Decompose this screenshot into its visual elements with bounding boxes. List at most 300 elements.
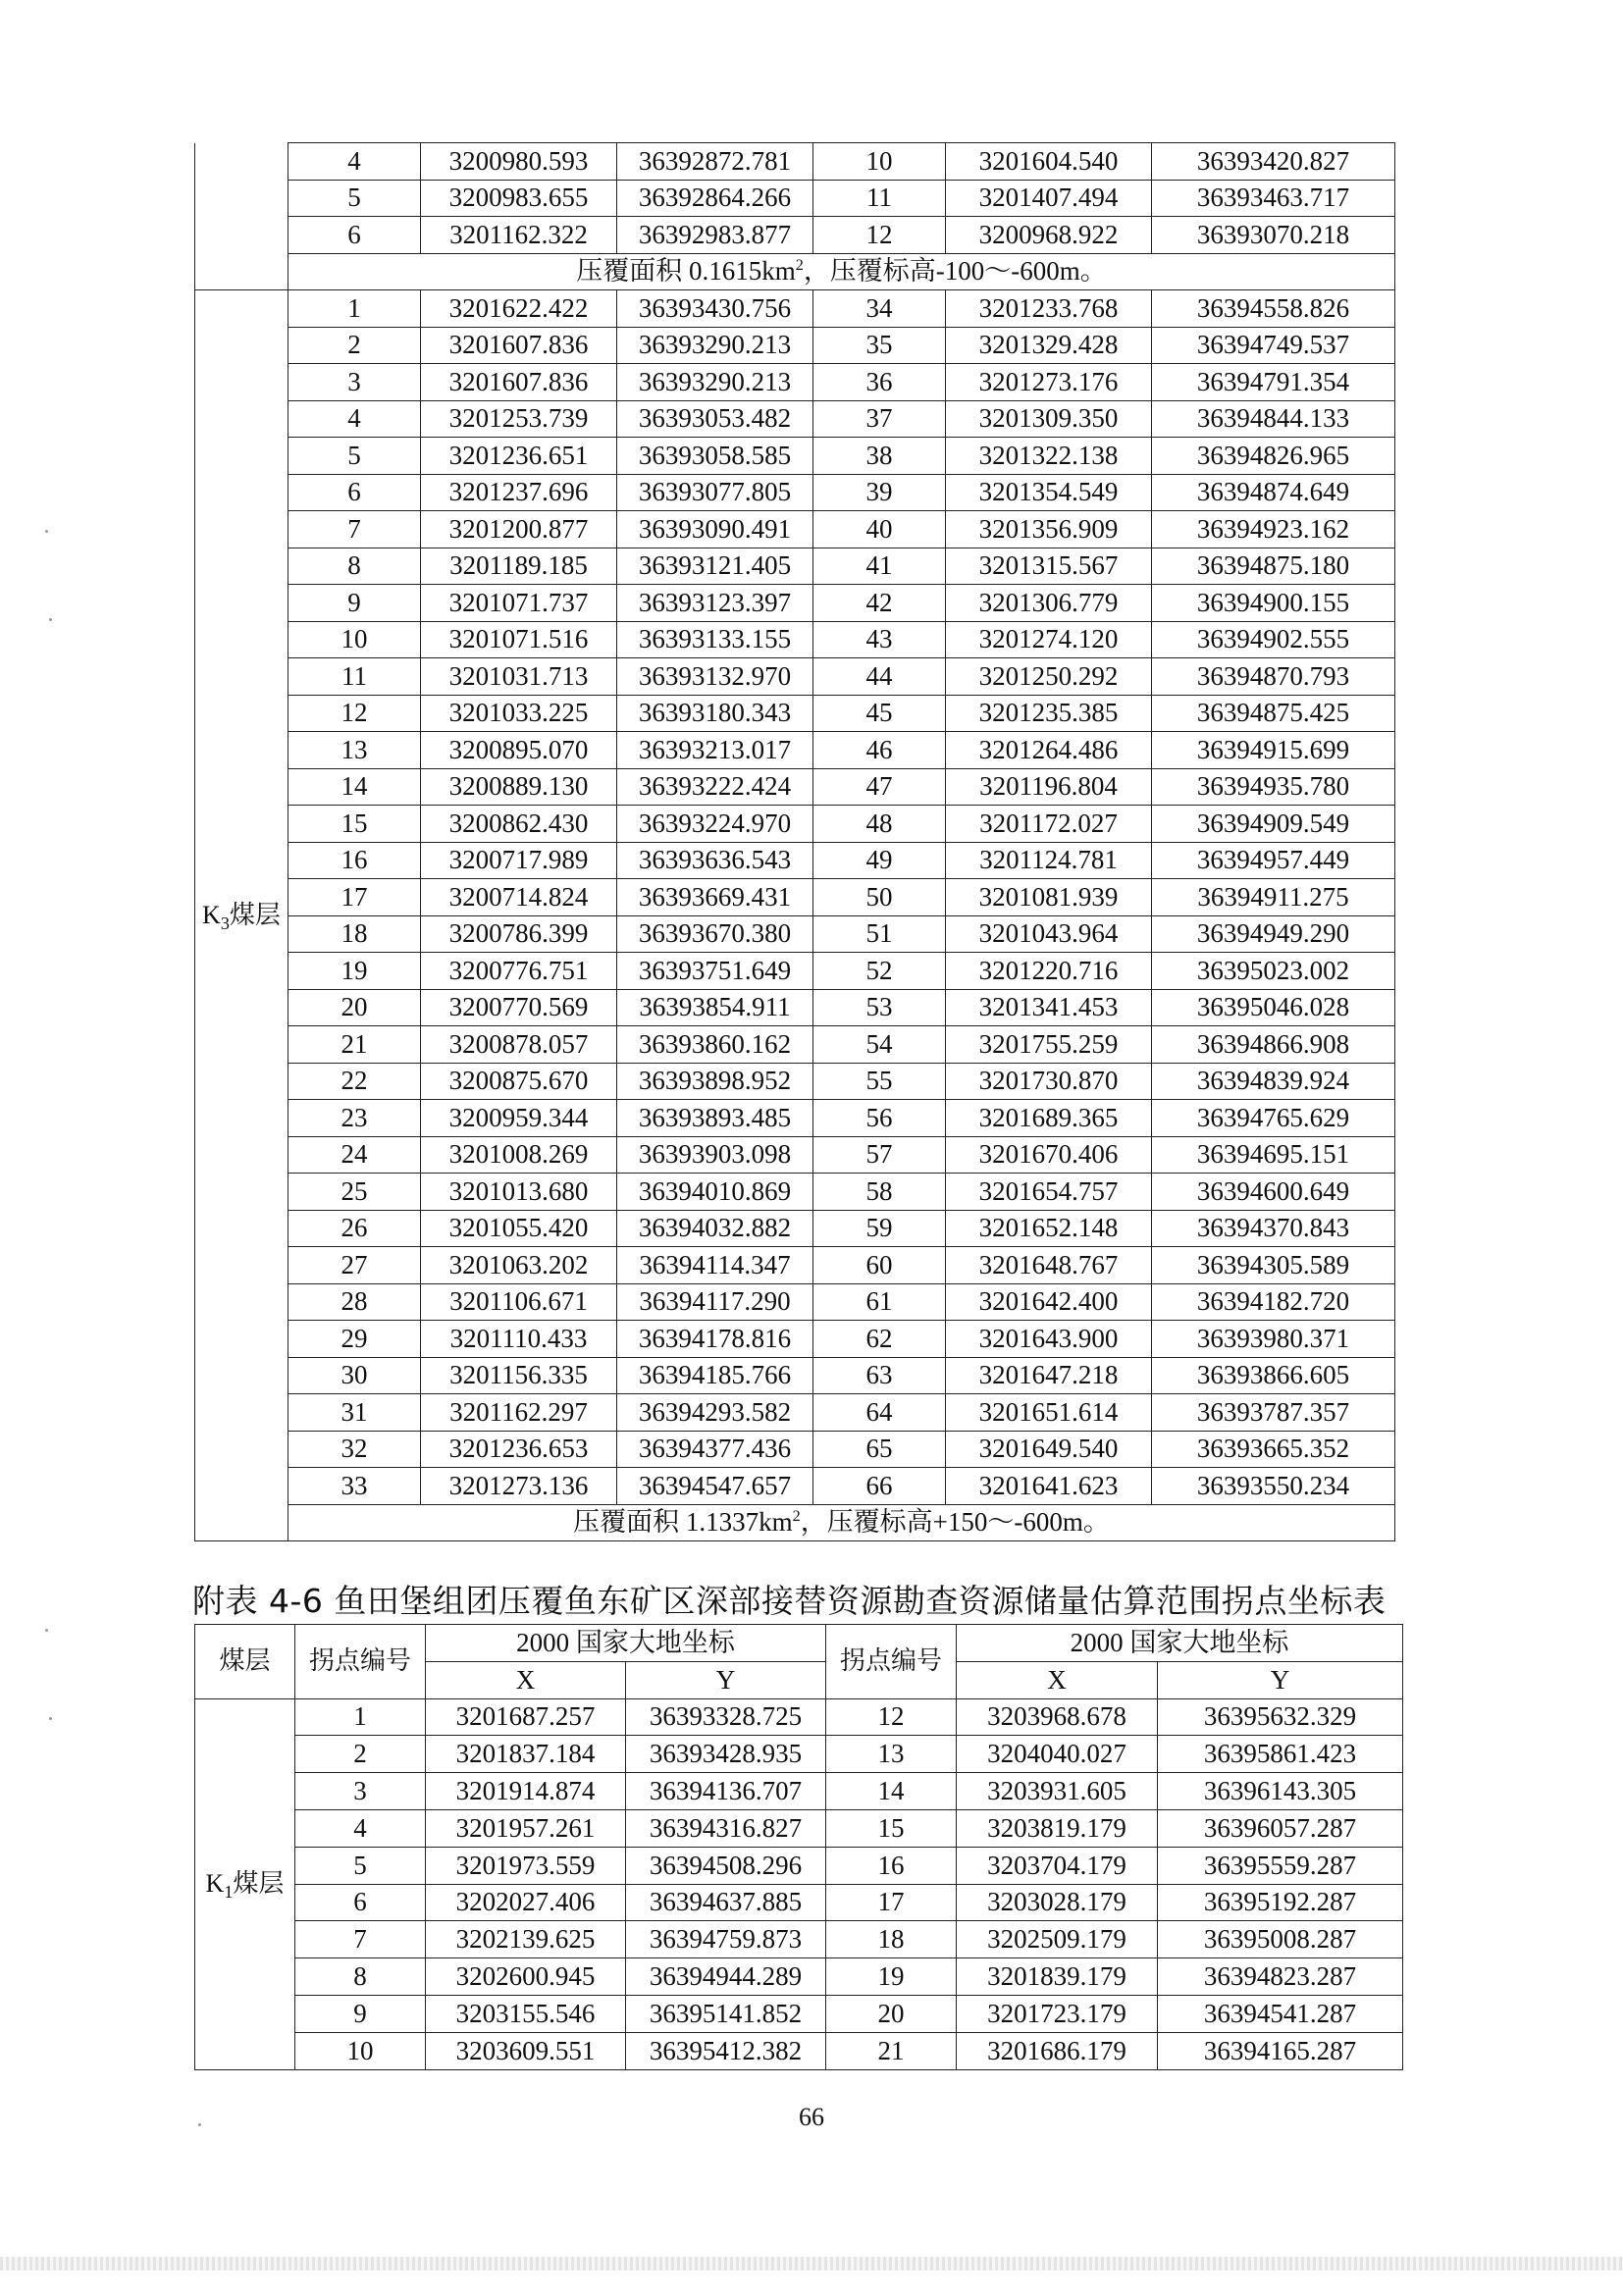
table-caption: 附表 4-6 鱼田堡组团压覆鱼东矿区深部接替资源勘查资源储量估算范围拐点坐标表 <box>192 1582 1387 1620</box>
table-row <box>195 180 1395 217</box>
x-left: 3201236.653 <box>421 1431 617 1468</box>
table-row <box>195 621 1395 658</box>
x-left: 3201200.877 <box>421 511 617 548</box>
x-left: 3201162.322 <box>421 217 617 254</box>
y-right: 36394949.290 <box>1152 915 1395 953</box>
y-right: 36394900.155 <box>1152 585 1395 622</box>
y-left: 36392872.781 <box>617 143 813 181</box>
x-right: 3201689.365 <box>946 1100 1152 1137</box>
x-right: 3201233.768 <box>946 290 1152 328</box>
point-no-right: 34 <box>813 290 946 328</box>
y-left: 36392983.877 <box>617 217 813 254</box>
x-right: 3203968.678 <box>957 1698 1158 1736</box>
point-no-left: 5 <box>288 180 421 217</box>
point-no-left: 30 <box>288 1357 421 1394</box>
point-no-left: 14 <box>288 768 421 806</box>
point-no-right: 53 <box>813 989 946 1026</box>
y-right: 36394915.699 <box>1152 732 1395 769</box>
point-no-left: 7 <box>295 1921 426 1958</box>
scan-speck <box>45 1629 48 1632</box>
y-left: 36394136.707 <box>626 1773 826 1810</box>
point-no-left: 33 <box>288 1468 421 1505</box>
scan-edge-artifact <box>0 2257 1623 2270</box>
x-right: 3201220.716 <box>946 953 1152 990</box>
x-left: 3202139.625 <box>426 1921 626 1958</box>
table-row <box>195 915 1395 953</box>
seam-cell-continued <box>195 143 288 290</box>
x-left: 3200770.569 <box>421 989 617 1026</box>
x-right: 3201315.567 <box>946 548 1152 585</box>
y-right: 36393550.234 <box>1152 1468 1395 1505</box>
x-right: 3201670.406 <box>946 1136 1152 1174</box>
x-right: 3201354.549 <box>946 474 1152 511</box>
y-right: 36393787.357 <box>1152 1394 1395 1432</box>
x-right: 3201730.870 <box>946 1063 1152 1100</box>
x-left: 3203155.546 <box>426 1995 626 2032</box>
y-right: 36396143.305 <box>1158 1773 1403 1810</box>
y-right: 36395008.287 <box>1158 1921 1403 1958</box>
point-no-right: 65 <box>813 1431 946 1468</box>
point-no-right: 62 <box>813 1321 946 1358</box>
table-row <box>195 548 1395 585</box>
point-no-right: 50 <box>813 879 946 916</box>
x-left: 3201031.713 <box>421 658 617 696</box>
table-row <box>195 1026 1395 1064</box>
point-no-left: 15 <box>288 806 421 843</box>
y-right: 36394182.720 <box>1152 1283 1395 1321</box>
point-no-right: 35 <box>813 327 946 364</box>
point-no-left: 17 <box>288 879 421 916</box>
y-right: 36393980.371 <box>1152 1321 1395 1358</box>
y-right: 36394165.287 <box>1158 2032 1403 2069</box>
x-right: 3201309.350 <box>946 400 1152 438</box>
x-left: 3201110.433 <box>421 1321 617 1358</box>
table-row <box>195 1283 1395 1321</box>
y-right: 36394370.843 <box>1152 1210 1395 1247</box>
x-left: 3201071.737 <box>421 585 617 622</box>
y-right: 36394902.555 <box>1152 621 1395 658</box>
point-no-left: 29 <box>288 1321 421 1358</box>
y-right: 36394600.649 <box>1152 1174 1395 1211</box>
point-no-right: 41 <box>813 548 946 585</box>
x-left: 3200786.399 <box>421 915 617 953</box>
table-row <box>195 768 1395 806</box>
point-no-right: 54 <box>813 1026 946 1064</box>
y-right: 36393420.827 <box>1152 143 1395 181</box>
point-no-right: 12 <box>813 217 946 254</box>
coordinates-table-k3 <box>194 142 1395 1541</box>
x-left: 3201055.420 <box>421 1210 617 1247</box>
point-no-left: 1 <box>288 290 421 328</box>
x-right: 3201641.623 <box>946 1468 1152 1505</box>
y-left: 36393180.343 <box>617 695 813 732</box>
y-left: 36394010.869 <box>617 1174 813 1211</box>
table-row <box>195 585 1395 622</box>
point-no-right: 12 <box>826 1698 957 1736</box>
point-no-left: 28 <box>288 1283 421 1321</box>
y-left: 36395412.382 <box>626 2032 826 2069</box>
y-right: 36394826.965 <box>1152 438 1395 475</box>
point-no-right: 39 <box>813 474 946 511</box>
x-left: 3201957.261 <box>426 1809 626 1847</box>
x-right: 3202509.179 <box>957 1921 1158 1958</box>
header-coord-group-left: 2000 国家大地坐标 <box>426 1625 826 1662</box>
point-no-left: 22 <box>288 1063 421 1100</box>
table-row <box>195 879 1395 916</box>
point-no-left: 1 <box>295 1698 426 1736</box>
x-left: 3201273.136 <box>421 1468 617 1505</box>
y-right: 36394874.649 <box>1152 474 1395 511</box>
table-row <box>195 695 1395 732</box>
point-no-right: 48 <box>813 806 946 843</box>
y-left: 36393669.431 <box>617 879 813 916</box>
y-right: 36395632.329 <box>1158 1698 1403 1736</box>
point-no-right: 46 <box>813 732 946 769</box>
x-right: 3201081.939 <box>946 879 1152 916</box>
y-left: 36393860.162 <box>617 1026 813 1064</box>
table-row <box>195 1136 1395 1174</box>
point-no-left: 21 <box>288 1026 421 1064</box>
y-left: 36394547.657 <box>617 1468 813 1505</box>
x-left: 3201106.671 <box>421 1283 617 1321</box>
y-right: 36394791.354 <box>1152 364 1395 401</box>
point-no-left: 31 <box>288 1394 421 1432</box>
y-left: 36393213.017 <box>617 732 813 769</box>
table-row <box>195 1921 1403 1958</box>
y-left: 36393898.952 <box>617 1063 813 1100</box>
table-row-note <box>195 1504 1395 1541</box>
header-y-right: Y <box>1158 1661 1403 1698</box>
y-left: 36393328.725 <box>626 1698 826 1736</box>
y-left: 36393636.543 <box>617 842 813 879</box>
x-left: 3200959.344 <box>421 1100 617 1137</box>
point-no-left: 10 <box>295 2032 426 2069</box>
y-right: 36394935.780 <box>1152 768 1395 806</box>
table-row <box>195 1431 1395 1468</box>
table-row <box>195 1958 1403 1996</box>
x-right: 3203704.179 <box>957 1847 1158 1884</box>
point-no-right: 57 <box>813 1136 946 1174</box>
seam-label-k1: $K_1$煤层 <box>195 1698 295 2069</box>
table-row <box>195 1468 1395 1505</box>
y-right: 36394875.180 <box>1152 548 1395 585</box>
x-left: 3201237.696 <box>421 474 617 511</box>
point-no-left: 25 <box>288 1174 421 1211</box>
y-right: 36394923.162 <box>1152 511 1395 548</box>
point-no-right: 61 <box>813 1283 946 1321</box>
x-left: 3200875.670 <box>421 1063 617 1100</box>
point-no-left: 4 <box>295 1809 426 1847</box>
x-right: 3201235.385 <box>946 695 1152 732</box>
x-left: 3200980.593 <box>421 143 617 181</box>
table-row <box>195 658 1395 696</box>
y-left: 36393058.585 <box>617 438 813 475</box>
point-no-right: 56 <box>813 1100 946 1137</box>
point-no-right: 44 <box>813 658 946 696</box>
y-right: 36395861.423 <box>1158 1736 1403 1773</box>
y-right: 36394695.151 <box>1152 1136 1395 1174</box>
x-left: 3200878.057 <box>421 1026 617 1064</box>
x-left: 3201063.202 <box>421 1247 617 1284</box>
y-left: 36394293.582 <box>617 1394 813 1432</box>
point-no-right: 58 <box>813 1174 946 1211</box>
y-left: 36394944.289 <box>626 1958 826 1996</box>
table-row <box>195 842 1395 879</box>
y-left: 36392864.266 <box>617 180 813 217</box>
point-no-left: 18 <box>288 915 421 953</box>
point-no-right: 15 <box>826 1809 957 1847</box>
y-left: 36393290.213 <box>617 327 813 364</box>
x-left: 3201013.680 <box>421 1174 617 1211</box>
scan-speck <box>49 618 52 621</box>
point-no-left: 32 <box>288 1431 421 1468</box>
table-row <box>195 1698 1403 1736</box>
x-left: 3201236.651 <box>421 438 617 475</box>
header-x-right: X <box>957 1661 1158 1698</box>
y-right: 36394909.549 <box>1152 806 1395 843</box>
point-no-left: 16 <box>288 842 421 879</box>
point-no-right: 16 <box>826 1847 957 1884</box>
point-no-right: 19 <box>826 1958 957 1996</box>
x-right: 3201755.259 <box>946 1026 1152 1064</box>
y-right: 36394749.537 <box>1152 327 1395 364</box>
y-left: 36393132.970 <box>617 658 813 696</box>
x-left: 3201687.257 <box>426 1698 626 1736</box>
table-row <box>195 989 1395 1026</box>
y-right: 36394765.629 <box>1152 1100 1395 1137</box>
point-no-right: 17 <box>826 1884 957 1921</box>
point-no-right: 13 <box>826 1736 957 1773</box>
y-left: 36393121.405 <box>617 548 813 585</box>
y-right: 36395559.287 <box>1158 1847 1403 1884</box>
x-right: 3201341.453 <box>946 989 1152 1026</box>
y-right: 36393070.218 <box>1152 217 1395 254</box>
y-left: 36393123.397 <box>617 585 813 622</box>
y-left: 36393222.424 <box>617 768 813 806</box>
x-right: 3201306.779 <box>946 585 1152 622</box>
header-coord-group-right: 2000 国家大地坐标 <box>957 1625 1403 1662</box>
x-left: 3201008.269 <box>421 1136 617 1174</box>
point-no-right: 66 <box>813 1468 946 1505</box>
y-left: 36393428.935 <box>626 1736 826 1773</box>
point-no-left: 7 <box>288 511 421 548</box>
point-no-right: 40 <box>813 511 946 548</box>
table-row <box>195 1100 1395 1137</box>
y-right: 36395046.028 <box>1152 989 1395 1026</box>
y-right: 36394911.275 <box>1152 879 1395 916</box>
point-no-right: 21 <box>826 2032 957 2069</box>
x-left: 3200983.655 <box>421 180 617 217</box>
point-no-right: 60 <box>813 1247 946 1284</box>
point-no-right: 18 <box>826 1921 957 1958</box>
x-left: 3201033.225 <box>421 695 617 732</box>
point-no-right: 45 <box>813 695 946 732</box>
x-left: 3201837.184 <box>426 1736 626 1773</box>
point-no-left: 6 <box>295 1884 426 1921</box>
table-row <box>195 953 1395 990</box>
table-row <box>195 1174 1395 1211</box>
point-no-left: 10 <box>288 621 421 658</box>
x-right: 3201329.428 <box>946 327 1152 364</box>
point-no-left: 2 <box>295 1736 426 1773</box>
y-left: 36393903.098 <box>617 1136 813 1174</box>
y-right: 36393463.717 <box>1152 180 1395 217</box>
scan-speck <box>49 1717 52 1720</box>
y-left: 36393430.756 <box>617 290 813 328</box>
x-right: 3203819.179 <box>957 1809 1158 1847</box>
point-no-right: 36 <box>813 364 946 401</box>
point-no-right: 55 <box>813 1063 946 1100</box>
point-no-right: 63 <box>813 1357 946 1394</box>
point-no-right: 43 <box>813 621 946 658</box>
y-right: 36394957.449 <box>1152 842 1395 879</box>
y-left: 36394316.827 <box>626 1809 826 1847</box>
x-right: 3201839.179 <box>957 1958 1158 1996</box>
table-row <box>195 1884 1403 1921</box>
x-left: 3200895.070 <box>421 732 617 769</box>
point-no-right: 49 <box>813 842 946 879</box>
x-right: 3201651.614 <box>946 1394 1152 1432</box>
x-right: 3201356.909 <box>946 511 1152 548</box>
y-right: 36394541.287 <box>1158 1995 1403 2032</box>
table-row <box>195 1210 1395 1247</box>
point-no-right: 10 <box>813 143 946 181</box>
point-no-left: 11 <box>288 658 421 696</box>
seam-label-k3: $K_3$煤层 <box>195 290 288 1541</box>
point-no-left: 19 <box>288 953 421 990</box>
point-no-left: 9 <box>295 1995 426 2032</box>
x-right: 3201322.138 <box>946 438 1152 475</box>
point-no-right: 37 <box>813 400 946 438</box>
x-left: 3201156.335 <box>421 1357 617 1394</box>
table-row <box>195 364 1395 401</box>
y-left: 36393090.491 <box>617 511 813 548</box>
y-left: 36394185.766 <box>617 1357 813 1394</box>
x-left: 3201162.297 <box>421 1394 617 1432</box>
y-right: 36393665.352 <box>1152 1431 1395 1468</box>
table-row-note <box>195 253 1395 290</box>
y-left: 36393670.380 <box>617 915 813 953</box>
x-right: 3201124.781 <box>946 842 1152 879</box>
x-right: 3201604.540 <box>946 143 1152 181</box>
header-point-no-left: 拐点编号 <box>295 1625 426 1699</box>
y-right: 36395192.287 <box>1158 1884 1403 1921</box>
table-row <box>195 732 1395 769</box>
table-row <box>195 1736 1403 1773</box>
x-right: 3201264.486 <box>946 732 1152 769</box>
table-row <box>195 1809 1403 1847</box>
table-row <box>195 2032 1403 2069</box>
y-right: 36394866.908 <box>1152 1026 1395 1064</box>
y-left: 36395141.852 <box>626 1995 826 2032</box>
y-left: 36394032.882 <box>617 1210 813 1247</box>
x-right: 3201196.804 <box>946 768 1152 806</box>
area-note: 压覆面积 $0.1615km^2$，压覆标高-100～-600m。 <box>288 253 1395 290</box>
point-no-right: 20 <box>826 1995 957 2032</box>
table-row <box>195 1995 1403 2032</box>
y-left: 36394508.296 <box>626 1847 826 1884</box>
x-right: 3201172.027 <box>946 806 1152 843</box>
point-no-right: 42 <box>813 585 946 622</box>
scan-speck <box>45 530 48 533</box>
x-left: 3202600.945 <box>426 1958 626 1996</box>
x-left: 3201607.836 <box>421 327 617 364</box>
point-no-left: 8 <box>288 548 421 585</box>
point-no-left: 3 <box>295 1773 426 1810</box>
point-no-right: 59 <box>813 1210 946 1247</box>
point-no-left: 13 <box>288 732 421 769</box>
y-left: 36393053.482 <box>617 400 813 438</box>
table-row <box>195 474 1395 511</box>
y-left: 36394637.885 <box>626 1884 826 1921</box>
table-row <box>195 438 1395 475</box>
point-no-left: 9 <box>288 585 421 622</box>
y-left: 36394117.290 <box>617 1283 813 1321</box>
x-right: 3201273.176 <box>946 364 1152 401</box>
table-row <box>195 1321 1395 1358</box>
y-right: 36393866.605 <box>1152 1357 1395 1394</box>
table-row <box>195 1063 1395 1100</box>
table-row <box>195 400 1395 438</box>
y-right: 36394870.793 <box>1152 658 1395 696</box>
point-no-right: 64 <box>813 1394 946 1432</box>
y-left: 36393751.649 <box>617 953 813 990</box>
x-left: 3200776.751 <box>421 953 617 990</box>
x-left: 3200889.130 <box>421 768 617 806</box>
y-right: 36394844.133 <box>1152 400 1395 438</box>
point-no-left: 20 <box>288 989 421 1026</box>
point-no-right: 38 <box>813 438 946 475</box>
x-right: 3201654.757 <box>946 1174 1152 1211</box>
y-right: 36394839.924 <box>1152 1063 1395 1100</box>
x-left: 3202027.406 <box>426 1884 626 1921</box>
x-right: 3201043.964 <box>946 915 1152 953</box>
header-seam: 煤层 <box>195 1625 295 1699</box>
scan-speck <box>198 2123 201 2126</box>
point-no-left: 23 <box>288 1100 421 1137</box>
point-no-left: 2 <box>288 327 421 364</box>
point-no-left: 4 <box>288 143 421 181</box>
header-x-left: X <box>426 1661 626 1698</box>
x-left: 3203609.551 <box>426 2032 626 2069</box>
point-no-left: 12 <box>288 695 421 732</box>
y-left: 36393290.213 <box>617 364 813 401</box>
header-point-no-right: 拐点编号 <box>826 1625 957 1699</box>
x-left: 3201973.559 <box>426 1847 626 1884</box>
table-row <box>195 1847 1403 1884</box>
x-left: 3201189.185 <box>421 548 617 585</box>
x-right: 3201649.540 <box>946 1431 1152 1468</box>
x-right: 3201642.400 <box>946 1283 1152 1321</box>
x-right: 3203028.179 <box>957 1884 1158 1921</box>
y-left: 36394759.873 <box>626 1921 826 1958</box>
point-no-left: 24 <box>288 1136 421 1174</box>
table-row <box>195 1773 1403 1810</box>
point-no-left: 5 <box>295 1847 426 1884</box>
x-right: 3201686.179 <box>957 2032 1158 2069</box>
point-no-right: 52 <box>813 953 946 990</box>
y-left: 36394114.347 <box>617 1247 813 1284</box>
y-left: 36393224.970 <box>617 806 813 843</box>
y-right: 36394558.826 <box>1152 290 1395 328</box>
x-left: 3201914.874 <box>426 1773 626 1810</box>
x-left: 3200717.989 <box>421 842 617 879</box>
point-no-right: 47 <box>813 768 946 806</box>
point-no-left: 27 <box>288 1247 421 1284</box>
point-no-right: 14 <box>826 1773 957 1810</box>
x-right: 3200968.922 <box>946 217 1152 254</box>
y-right: 36394823.287 <box>1158 1958 1403 1996</box>
